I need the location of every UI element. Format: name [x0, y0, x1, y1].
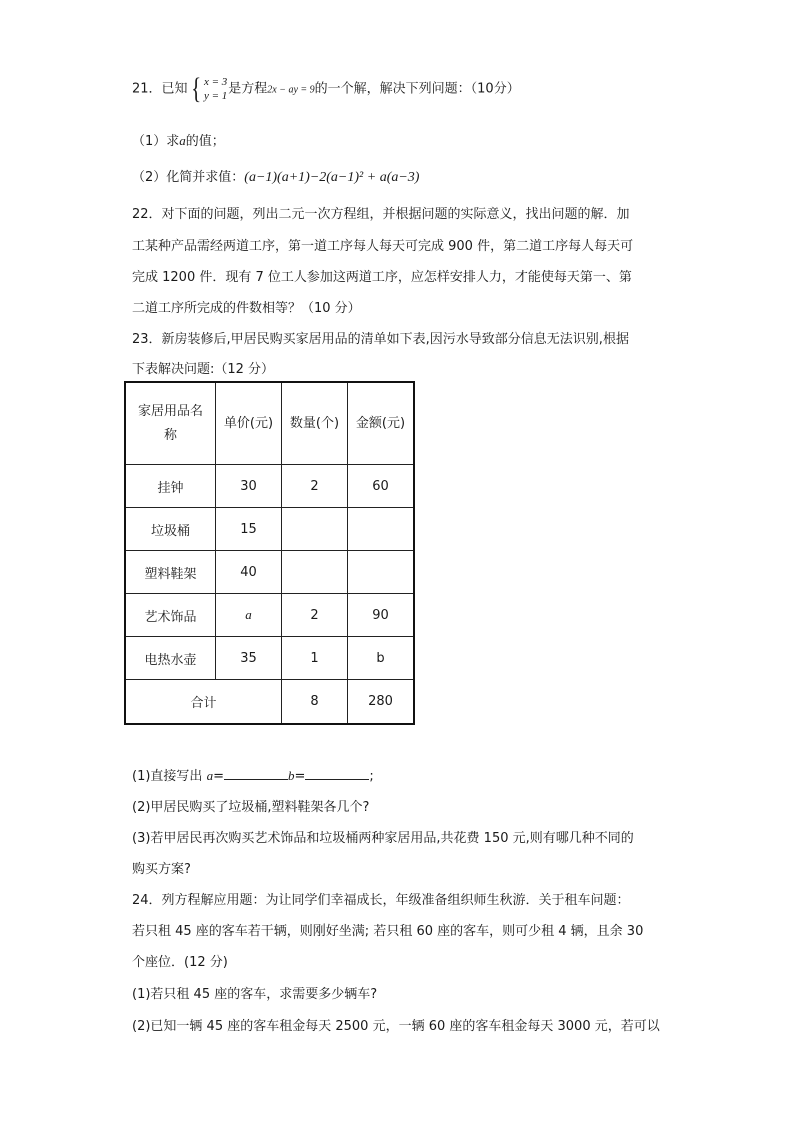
- q21-stem: [132, 74, 520, 104]
- q22-line1: 22．对下面的问题，列出二元一次方程组，并根据问题的实际意义，找出问题的解．加: [132, 207, 630, 222]
- q21-part1-suffix: 的值；: [185, 134, 225, 149]
- q23-part3-line2: 购买方案?: [132, 862, 191, 877]
- cell-name: 挂钟: [125, 465, 216, 508]
- answer-blank-b[interactable]: [305, 767, 369, 780]
- q22-line4: 二道工序所完成的件数相等？（10 分）: [132, 301, 361, 316]
- cell-amount: 90: [348, 594, 415, 637]
- table-row: [125, 465, 414, 508]
- cell-name: 电热水壶: [125, 637, 216, 680]
- table-row: [125, 594, 414, 637]
- cell-name: 塑料鞋架: [125, 551, 216, 594]
- q23-line2: 下表解决问题:（12 分）: [132, 362, 275, 377]
- cell-amount: b: [348, 637, 415, 680]
- table-row: [125, 508, 414, 551]
- total-amount: 280: [348, 680, 415, 725]
- cell-price: 35: [216, 637, 282, 680]
- table-total-row: [125, 680, 414, 725]
- left-brace-icon: {: [190, 72, 201, 105]
- q21-part2: [132, 166, 419, 186]
- q24-line1: 24．列方程解应用题：为让同学们幸福成长，年级准备组织师生秋游．关于租车问题：: [132, 893, 630, 908]
- cell-qty: 2: [282, 465, 348, 508]
- q21-sys-line1: x = 3: [203, 76, 228, 88]
- q22-line2: 工某种产品需经两道工序，第一道工序每人每天可完成 900 件，第二道工序每人每天可: [132, 239, 634, 254]
- cell-amount: [348, 508, 415, 551]
- q23-part1-a: a: [206, 768, 214, 783]
- cell-price: 40: [216, 551, 282, 594]
- q23-part1-prefix: (1)直接写出: [132, 769, 207, 784]
- q21-equation-system: [189, 74, 228, 104]
- cell-name: 艺术饰品: [125, 594, 216, 637]
- q21-part1: [132, 130, 225, 149]
- table-row: [125, 551, 414, 594]
- q21-part2-prefix: （2）化简并求值：: [132, 170, 245, 185]
- header-item-name: 家居用品名 称: [125, 382, 216, 465]
- answer-blank-a[interactable]: [224, 767, 288, 780]
- q23-part2: (2)甲居民购买了垃圾桶,塑料鞋架各几个?: [132, 800, 370, 815]
- q21-suffix: 的一个解，解决下列问题：（10分）: [314, 81, 520, 97]
- cell-name: 垃圾桶: [125, 508, 216, 551]
- cell-qty: [282, 551, 348, 594]
- q23-part1: (1)直接写出 a= b= ;: [132, 768, 374, 784]
- cell-price: a: [216, 594, 282, 637]
- cell-price: 15: [216, 508, 282, 551]
- q21-part2-expression: (a−1)(a+1)−2(a−1)² + a(a−3): [244, 170, 420, 185]
- q21-middle: 是方程: [228, 81, 268, 97]
- total-qty: 8: [282, 680, 348, 725]
- header-quantity: 数量(个): [282, 382, 348, 465]
- q21-prefix: 21．已知: [132, 81, 188, 97]
- table-header-row: [125, 382, 414, 465]
- table-row: [125, 637, 414, 680]
- household-goods-table: [124, 381, 415, 725]
- cell-amount: 60: [348, 465, 415, 508]
- q22-line3: 完成 1200 件．现有 7 位工人参加这两道工序，应怎样安排人力，才能使每天第一、第: [132, 270, 632, 285]
- q21-sys-line2: y = 1: [203, 90, 228, 102]
- total-label: 合计: [125, 680, 282, 725]
- q24-part1: (1)若只租 45 座的客车，求需要多少辆车?: [132, 987, 378, 1002]
- cell-qty: 1: [282, 637, 348, 680]
- cell-amount: [348, 551, 415, 594]
- q24-part2: (2)已知一辆 45 座的客车租金每天 2500 元，一辆 60 座的客车租金每天 3000 元，若可以: [132, 1019, 660, 1034]
- q24-line2: 若只租 45 座的客车若干辆，则刚好坐满; 若只租 60 座的客车，则可少租 4 辆，且余 30: [132, 924, 644, 939]
- q24-line3: 个座位．(12 分): [132, 955, 228, 970]
- q23-part1-b: b: [287, 768, 295, 783]
- q21-equation: 2x − ay = 9: [267, 84, 315, 96]
- cell-qty: [282, 508, 348, 551]
- cell-qty: 2: [282, 594, 348, 637]
- header-amount: 金额(元): [348, 382, 415, 465]
- q23-part3-line1: (3)若甲居民再次购买艺术饰品和垃圾桶两种家居用品,共花费 150 元,则有哪几种不同的: [132, 831, 634, 846]
- q21-part1-prefix: （1）求: [132, 134, 180, 149]
- q21-part1-var: a: [179, 133, 186, 148]
- cell-price: 30: [216, 465, 282, 508]
- header-unit-price: 单价(元): [216, 382, 282, 465]
- q23-line1: 23．新房装修后,甲居民购买家居用品的清单如下表,因污水导致部分信息无法识别,根据: [132, 332, 629, 347]
